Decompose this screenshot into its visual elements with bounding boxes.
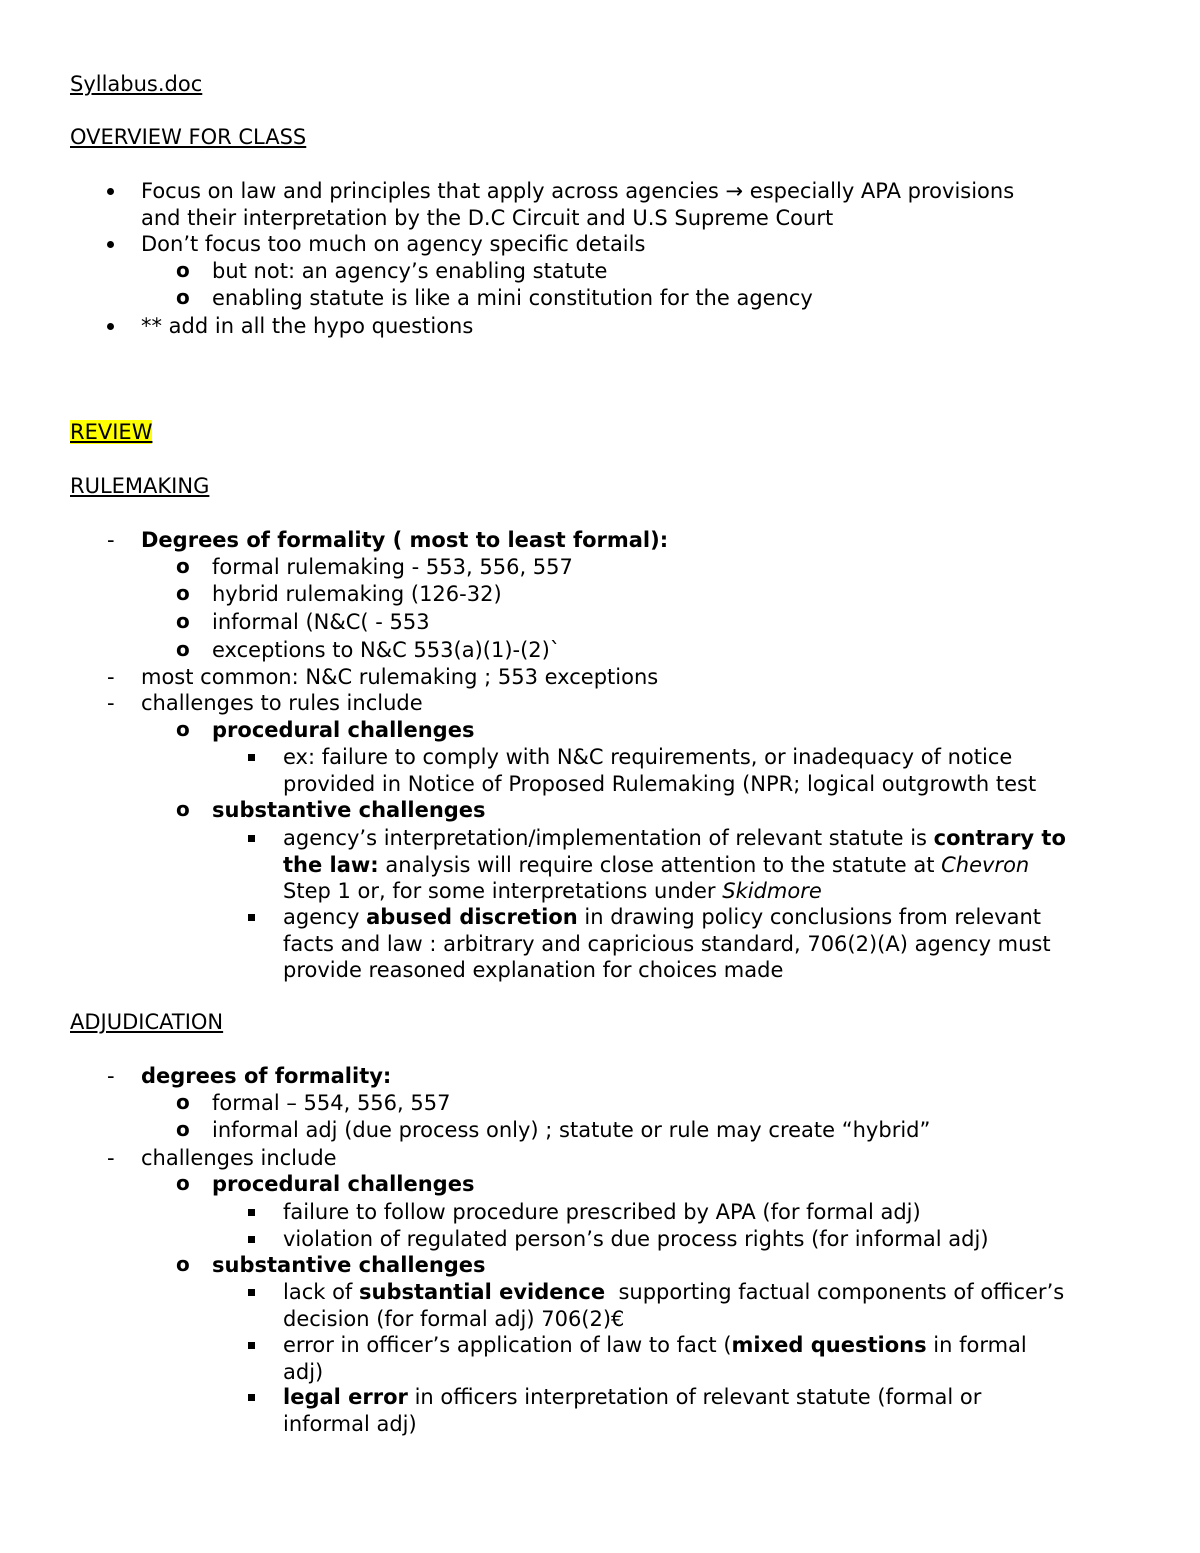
adjudication-substantive-item-2: [283, 1332, 1027, 1385]
rulemaking-substantive-item-1-line-2: [283, 852, 1066, 879]
rulemaking-degree-informal-text: informal (N&C( - 553: [212, 610, 430, 634]
overview-bullet-3: [141, 313, 473, 340]
rulemaking-procedural-item-1-line-2: provided in Notice of Proposed Rulemaking (NPR; logical outgrowth test: [283, 771, 1037, 796]
rulemaking-procedural: [212, 717, 474, 744]
rulemaking-procedural-heading: procedural challenges: [212, 718, 475, 742]
adjudication-degree-formal: [212, 1090, 450, 1117]
rulemaking-procedural-item-1: [283, 744, 1036, 797]
bold-run: abused discretion: [366, 905, 578, 929]
bold-run: the law:: [283, 852, 379, 877]
document-title: Syllabus.doc: [70, 72, 203, 96]
rulemaking-degree-hybrid: [212, 581, 502, 608]
rulemaking-substantive-item-2-line-1: [283, 904, 1051, 931]
italic-run: Chevron: [941, 852, 1030, 877]
rulemaking-challenges-text: challenges to rules include: [141, 691, 423, 715]
adjudication-degree-informal: [212, 1117, 930, 1144]
review-heading: [70, 419, 152, 446]
rulemaking-degree-formal: [212, 554, 573, 581]
text-run: error in officer’s application of law to fact (: [283, 1333, 732, 1357]
rulemaking-degree-informal: [212, 609, 430, 636]
adjudication-substantive-item-1-line-2: decision (for formal adj) 706(2)€: [283, 1306, 625, 1331]
adjudication-procedural-heading: procedural challenges: [212, 1172, 475, 1196]
text-run: lack of: [283, 1280, 360, 1304]
adjudication-substantive-item-1: [283, 1279, 1064, 1332]
rulemaking-substantive-item-1: [283, 825, 1066, 905]
text-run: in formal: [926, 1333, 1027, 1357]
rulemaking-most-common-text: most common: N&C rulemaking ; 553 exceptions: [141, 665, 659, 689]
rulemaking-substantive-item-2-line-3: provide reasoned explanation for choices made: [283, 958, 784, 982]
text-run: in officers interpretation of relevant statute (formal or: [407, 1385, 982, 1409]
adjudication-challenges-text: challenges include: [141, 1146, 337, 1170]
overview-bullet-3-text: ** add in all the hypo questions: [141, 314, 474, 338]
overview-bullet-1: [141, 178, 1014, 231]
rulemaking-substantive-item-1-line-3: [283, 878, 1066, 905]
overview-sub-bullet-1-text: but not: an agency’s enabling statute: [212, 259, 608, 283]
rulemaking-substantive-item-2-line-2: facts and law : arbitrary and capricious standard, 706(2)(A) agency must: [283, 931, 1051, 956]
rulemaking-procedural-item-1-line-1: ex: failure to comply with N&C requirements, or inadequacy of notice: [283, 745, 1013, 769]
text-run: supporting factual components of officer’s: [605, 1280, 1065, 1304]
rulemaking-degree-exceptions: [212, 637, 560, 664]
adjudication-procedural-item-2-text: violation of regulated person’s due process rights (for informal adj): [283, 1227, 989, 1251]
overview-sub-bullet-1: [212, 258, 607, 285]
adjudication-substantive-item-2-line-1: [283, 1332, 1027, 1359]
adjudication-procedural-item-1-text: failure to follow procedure prescribed by APA (for formal adj): [283, 1200, 921, 1224]
rulemaking-substantive-heading: substantive challenges: [212, 798, 486, 822]
adjudication-heading: ADJUDICATION: [70, 1010, 224, 1034]
rulemaking-degrees-heading: Degrees of formality ( most to least formal):: [141, 528, 669, 552]
adjudication-procedural-item-2: [283, 1226, 989, 1253]
bold-run: legal error: [283, 1385, 408, 1409]
text-run: agency’s interpretation/implementation of relevant statute is: [283, 826, 934, 850]
rulemaking-heading: RULEMAKING: [70, 474, 210, 498]
text-run: in drawing policy conclusions from relevant: [577, 905, 1042, 929]
text-run: Step 1 or, for some interpretations under: [283, 879, 723, 903]
rulemaking-dash-3: [141, 690, 423, 717]
adjudication-substantive: [212, 1252, 486, 1279]
adjudication-procedural-item-1: [283, 1199, 921, 1226]
overview-sub-bullet-2: [212, 285, 813, 312]
overview-bullet-2: [141, 231, 645, 258]
text-run: agency: [283, 905, 367, 929]
rulemaking-degree-hybrid-text: hybrid rulemaking (126-32): [212, 582, 502, 606]
adjudication-dash-2: [141, 1145, 337, 1172]
review-heading-highlight: REVIEW: [70, 420, 153, 444]
rulemaking-dash-1: [141, 527, 668, 554]
adjudication-substantive-item-1-line-1: [283, 1279, 1064, 1306]
adjudication-degrees-heading: degrees of formality:: [141, 1064, 392, 1088]
overview-bullet-2-text: Don’t focus too much on agency specific details: [141, 232, 646, 256]
rulemaking-degree-exceptions-text: exceptions to N&C 553(a)(1)-(2)`: [212, 638, 561, 662]
rulemaking-substantive-item-2: [283, 904, 1051, 984]
rulemaking-degree-formal-text: formal rulemaking - 553, 556, 557: [212, 555, 573, 579]
bold-run: contrary to: [933, 826, 1066, 850]
adjudication-substantive-heading: substantive challenges: [212, 1253, 486, 1277]
overview-sub-bullet-2-text: enabling statute is like a mini constitution for the agency: [212, 286, 813, 310]
overview-heading: OVERVIEW FOR CLASS: [70, 125, 307, 149]
rulemaking-substantive-item-1-line-1: [283, 825, 1066, 852]
bold-run: mixed questions: [731, 1333, 927, 1357]
text-run: analysis will require close attention to the statute at: [378, 852, 942, 877]
adjudication-substantive-item-3-line-2: informal adj): [283, 1411, 417, 1436]
italic-run: Skidmore: [722, 879, 822, 903]
overview-bullet-1-line-2: and their interpretation by the D.C Circuit and U.S Supreme Court: [141, 205, 834, 230]
adjudication-procedural: [212, 1171, 474, 1198]
rulemaking-substantive: [212, 797, 486, 824]
adjudication-dash-1: [141, 1063, 391, 1090]
rulemaking-dash-2: [141, 664, 658, 691]
overview-bullet-1-line-1: Focus on law and principles that apply across agencies → especially APA provisions: [141, 179, 1015, 203]
adjudication-substantive-item-3-line-1: [283, 1384, 981, 1411]
adjudication-degree-informal-text: informal adj (due process only) ; statute or rule may create “hybrid”: [212, 1118, 931, 1142]
adjudication-substantive-item-2-line-2: adj): [283, 1359, 324, 1384]
adjudication-degree-formal-text: formal – 554, 556, 557: [212, 1091, 451, 1115]
adjudication-substantive-item-3: [283, 1384, 981, 1437]
bold-run: substantial evidence: [359, 1280, 606, 1304]
